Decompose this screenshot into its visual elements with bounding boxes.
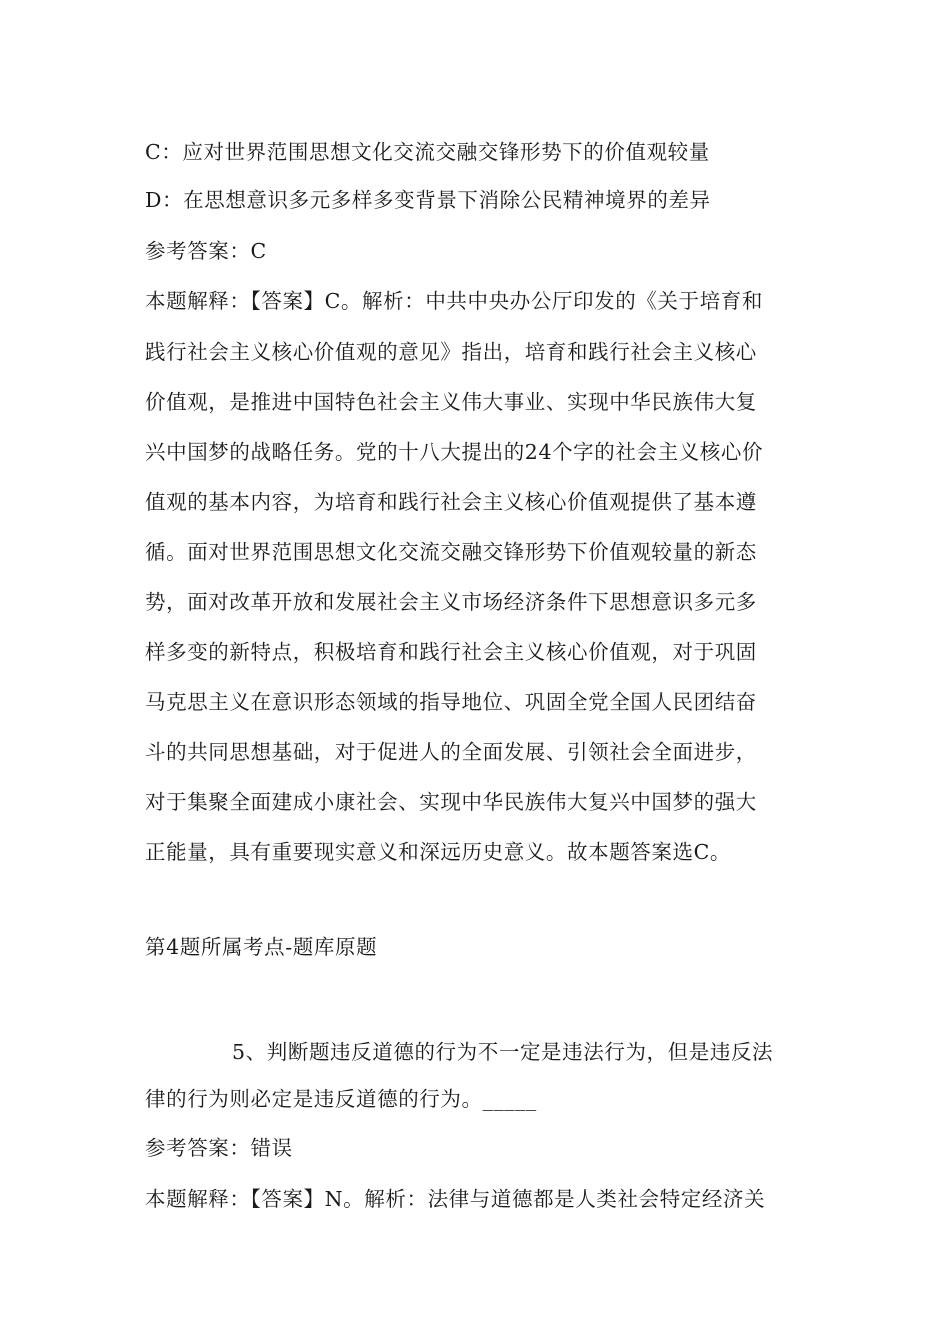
- explanation-line: 斗的共同思想基础，对于促进人的全面发展、引领社会全面进步，: [145, 740, 757, 764]
- option-d: D：在思想意识多元多样多变背景下消除公民精神境界的差异: [145, 188, 711, 212]
- explanation-line: 势，面对改革开放和发展社会主义市场经济条件下思想意识多元多: [145, 590, 757, 614]
- explanation-line-q5: 本题解释：【答案】N。解析：法律与道德都是人类社会特定经济关: [145, 1187, 766, 1211]
- question-source: 第4题所属考点-题库原题: [145, 935, 378, 959]
- explanation-line: 对于集聚全面建成小康社会、实现中华民族伟大复兴中国梦的强大: [145, 790, 757, 814]
- question-5-line2: 律的行为则必定是违反道德的行为。_____: [145, 1087, 537, 1111]
- explanation-line: 兴中国梦的战略任务。党的十八大提出的24个字的社会主义核心价: [145, 440, 764, 464]
- explanation-line: 价值观，是推进中国特色社会主义伟大事业、实现中华民族伟大复: [145, 390, 757, 414]
- explanation-line: 马克思主义在意识形态领域的指导地位、巩固全党全国人民团结奋: [145, 690, 757, 714]
- explanation-line: 正能量，具有重要现实意义和深远历史意义。故本题答案选C。: [145, 840, 731, 864]
- explanation-line: 循。面对世界范围思想文化交流交融交锋形势下价值观较量的新态: [145, 540, 757, 564]
- explanation-line: 践行社会主义核心价值观的意见》指出，培育和践行社会主义核心: [145, 340, 757, 364]
- explanation-line: 值观的基本内容，为培育和践行社会主义核心价值观提供了基本遵: [145, 490, 757, 514]
- option-c: C：应对世界范围思想文化交流交融交锋形势下的价值观较量: [145, 140, 710, 164]
- explanation-line: 本题解释：【答案】C。解析：中共中央办公厅印发的《关于培育和: [145, 289, 763, 313]
- explanation-line: 样多变的新特点，积极培育和践行社会主义核心价值观，对于巩固: [145, 640, 757, 664]
- reference-answer: 参考答案：C: [145, 239, 267, 263]
- question-5-line1: 5、判断题违反道德的行为不一定是违法行为，但是违反法: [232, 1040, 774, 1064]
- reference-answer-q5: 参考答案：错误: [145, 1136, 293, 1160]
